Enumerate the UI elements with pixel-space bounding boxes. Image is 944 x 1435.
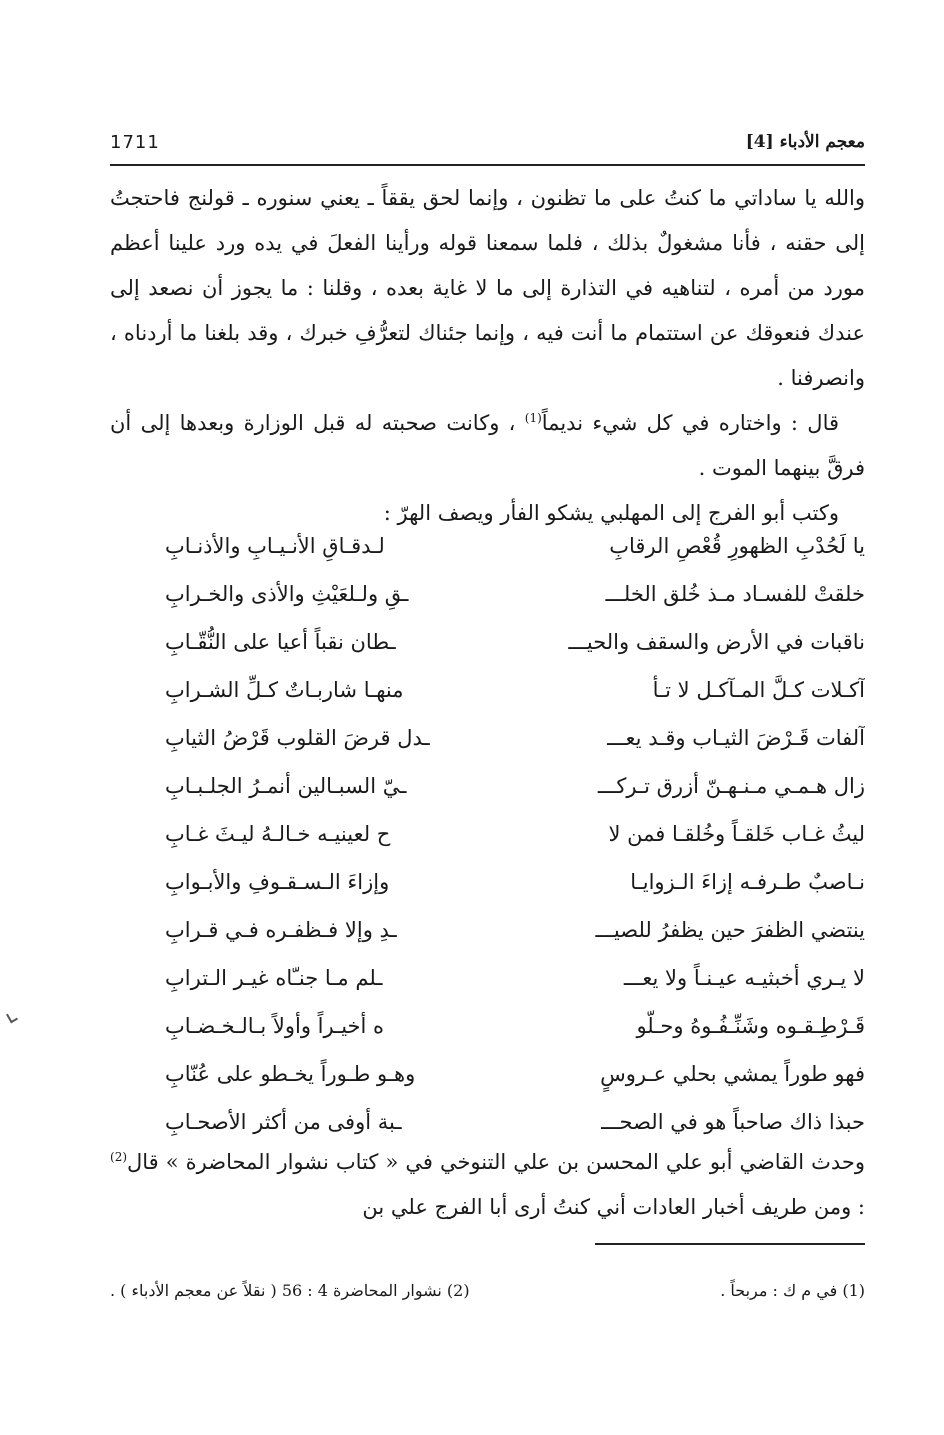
poem-verse [165, 810, 865, 858]
verse-second-half: ه أخيـراً وأولاً بـالـخـضـابِ [165, 1014, 385, 1038]
verse-first-half: زال هـمـي مـنـهـنّ أزرق تـركـــ [597, 774, 865, 798]
verse-second-half: ـدِ وإلا فـظفـره فـي قـرابِ [165, 918, 397, 942]
verse-second-half: ـدل قرضَ القلوب قَرْضُ الثيابِ [165, 726, 430, 750]
poem-verse [165, 954, 865, 1002]
paragraph [110, 1140, 865, 1230]
paragraph: والله يا ساداتي ما كنتُ على ما تظنون ، وإنما لحق يققاً ـ يعني سنوره ـ قولنج فاحتجتُ إلى حقنه ، فأنا مشغولٌ بذلك ، فلما سمعنا قوله ورأينا الفعلَ في يده ورد علينا أعظم مورد من أمره ، لتناهيه في التذارة إلى ما لا غاية بعده ، وقلنا : ما يجوز أن نصعد إلى عندك فنعوقك عن استتمام ما أنت فيه ، وإنما جئناك لتعرُّفِ خبرك ، وقد بلغنا ما أردناه ، وانصرفنا . [110, 186, 865, 390]
footnote-divider [595, 1243, 865, 1245]
poem-verse [165, 522, 865, 570]
verse-first-half: نـاصبٌ طـرفـه إزاءَ الـزوايـا [630, 870, 865, 894]
verse-second-half: ح لعينيـه خـالـهُ ليـثَ غـابِ [165, 822, 391, 846]
paragraph-text: : ومن طريف أخبار العادات أني كنتُ أرى أبا الفرج علي بن [362, 1195, 865, 1219]
poem-verse [165, 1098, 865, 1146]
poem [165, 522, 865, 1146]
footnotes [110, 1272, 865, 1308]
paragraph-text: قال : واختاره في كل شيء نديماً [541, 411, 840, 435]
footnote-reference: (2) [110, 1150, 128, 1164]
footnote: (2) نشوار المحاضرة 4 : 56 ( نقلاً عن معجم الأدباء ) . [110, 1280, 470, 1300]
verse-second-half: منهـا شاربـاتٌ كـلِّ الشـرابِ [165, 678, 404, 702]
verse-second-half: ـبة أوفى من أكثر الأصحـابِ [165, 1110, 402, 1134]
verse-first-half: يا لَحُدْبِ الظهورِ قُعْصِ الرقابِ [609, 534, 865, 558]
footnote: (1) في م ك : مربحاً . [720, 1280, 865, 1300]
poem-verse [165, 666, 865, 714]
paragraph [110, 401, 865, 491]
poem-verse [165, 714, 865, 762]
poem-verse [165, 906, 865, 954]
main-text-continued [110, 1140, 865, 1230]
verse-first-half: آلفات قَـرْضَ الثيـاب وقـد يعـــ [607, 726, 865, 750]
verse-first-half: حبذا ذاك صاحباً هو في الصحـــ [601, 1110, 865, 1134]
verse-first-half: ليثُ غـاب خَلقـاً وخُلقـا فمن لا [608, 822, 865, 846]
main-text [110, 176, 865, 536]
poem-verse [165, 1050, 865, 1098]
verse-second-half: ـقِ ولـلعَيْثِ والأذى والخـرابِ [165, 582, 409, 606]
verse-second-half: ـيّ السبـالين أنمـرُ الجلـبـابِ [165, 774, 407, 798]
verse-second-half: ـطان نقباً أعيا على النُّقّـابِ [165, 630, 396, 654]
verse-first-half: آكـلات كـلَّ المـآكـل لا تـأ [652, 678, 865, 702]
running-title: معجم الأدباء [4] [745, 132, 865, 152]
paragraph-text: وحدث القاضي أبو علي المحسن بن علي التنوخي في « كتاب نشوار المحاضرة » قال [127, 1150, 865, 1174]
verse-first-half: ناقبات في الأرض والسقف والحيـــ [568, 630, 865, 654]
page-number: 1711 [110, 131, 160, 153]
poem-verse [165, 1002, 865, 1050]
paragraph-text: ، وكانت صحبته له قبل الوزارة وبعدها إلى أن فرقَّ بينهما الموت . [110, 411, 865, 480]
verse-first-half: قَـرْطِـقـوه وشَنِّـفُـوهُ وحـلّو [636, 1014, 865, 1038]
paragraph: وكتب أبو الفرج إلى المهلبي يشكو الفأر ويصف الهرّ : [383, 501, 839, 525]
poem-verse [165, 762, 865, 810]
poem-verse [165, 570, 865, 618]
verse-second-half: لـدقـاقِ الأنـيـابِ والأذنـابِ [165, 534, 385, 558]
header-divider [110, 164, 865, 166]
poem-verse [165, 858, 865, 906]
verse-second-half: وهـو طـوراً يخـطو على عُنّابِ [165, 1062, 416, 1086]
page-header [110, 122, 865, 162]
footnote-reference: (1) [524, 411, 542, 425]
poem-verse [165, 618, 865, 666]
verse-first-half: خلقتْ للفسـاد مـذ خُلق الخلـــ [605, 582, 865, 606]
verse-first-half: فهو طوراً يمشي بحلي عـروسٍ [600, 1062, 865, 1086]
margin-mark [6, 1011, 18, 1024]
verse-first-half: لا يـري أخبثيـه عيـنـاً ولا يعـــ [623, 966, 865, 990]
verse-second-half: ـلم مـا جنـّاه غيـر الـترابِ [165, 966, 383, 990]
verse-second-half: وإزاءَ الـسـقـوفِ والأبـوابِ [165, 870, 390, 894]
verse-first-half: ينتضي الظفرَ حين يظفرُ للصيـــ [595, 918, 865, 942]
